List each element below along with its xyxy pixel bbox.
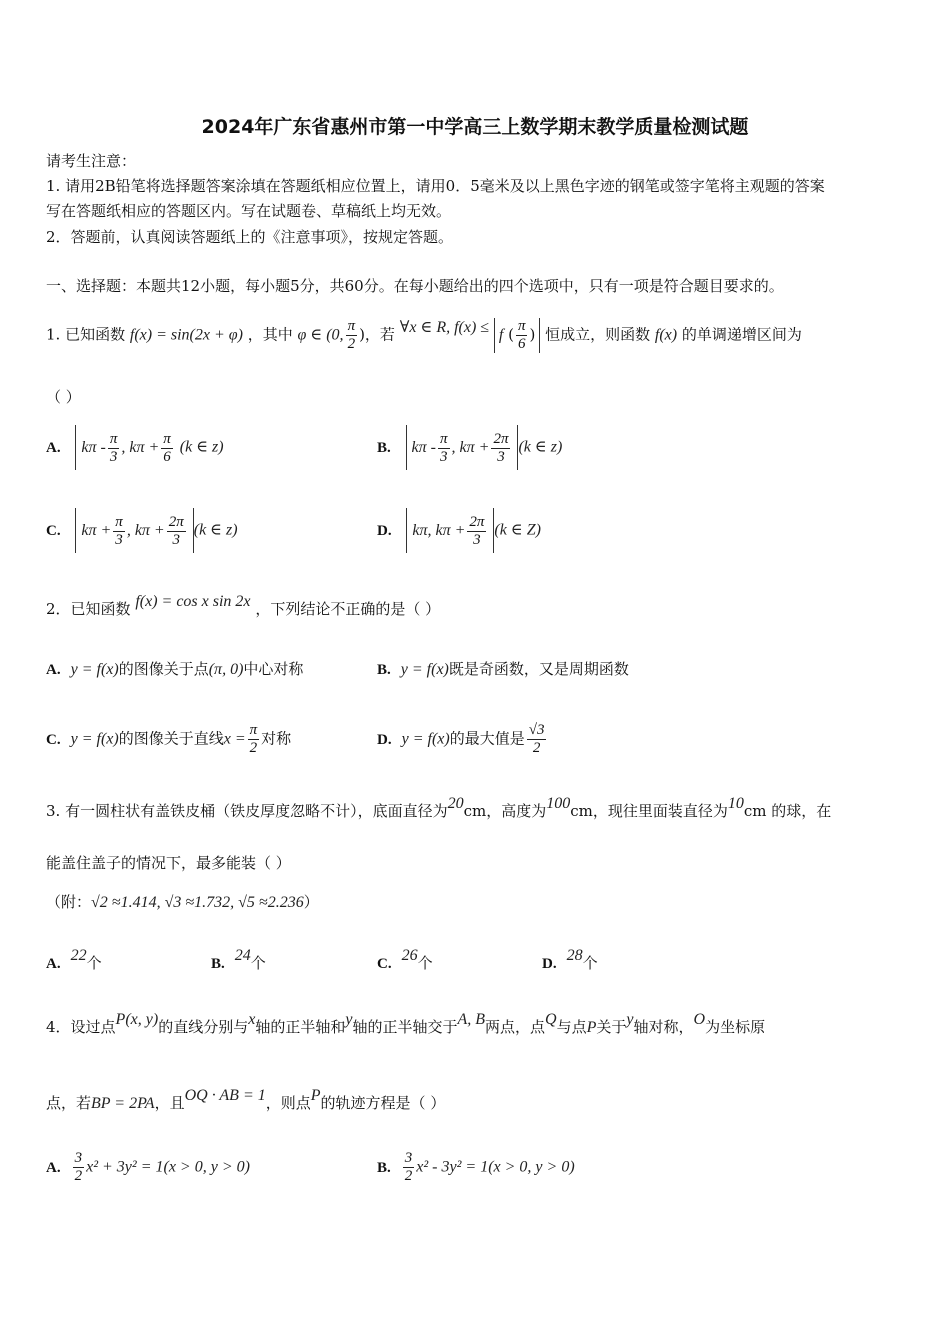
q3-note: （附：√2 ≈1.414, √3 ≈1.732, √5 ≈2.236）: [46, 893, 319, 911]
q1-abs-value: f ( $\frac{\pi}{6}$ ): [494, 318, 540, 353]
notice-line-2: 写在答题纸相应的答题区内。写在试题卷、草稿纸上均无效。: [46, 202, 452, 220]
question-4: 4．设过点P(x, y)的直线分别与x轴的正半轴和y轴的正半轴交于A, B两点，点Q与点P关于y轴对称，O为坐标原: [46, 1011, 766, 1036]
page-title: 2024年广东省惠州市第一中学高三上数学期末教学质量检测试题: [201, 116, 749, 138]
q1-text-3: )，若: [359, 325, 395, 344]
q2-option-b[interactable]: B. y = f(x)既是奇函数，又是周期函数: [377, 660, 629, 678]
notice-heading: 请考生注意：: [46, 152, 137, 170]
q2-option-d[interactable]: D. y = f(x)的最大值是 $\frac{√3}{2}$: [377, 722, 545, 756]
q1-pi-over-2: $\frac{\pi}{2}$: [347, 318, 356, 352]
q1-text-4: 恒成立，则函数: [545, 325, 651, 344]
q1-answer-paren: （ ）: [46, 388, 81, 406]
q1-option-a[interactable]: A. kπ - $\frac{\pi}{3}$ , kπ + $\frac{\pi}{6}$ (k ∈ z): [46, 425, 224, 470]
q2-option-a[interactable]: A. y = f(x)的图像关于点(π, 0)中心对称: [46, 660, 304, 678]
q4-option-b[interactable]: B. $\frac{3}{2}$ x² - 3y² = 1(x > 0, y > 0): [377, 1150, 575, 1184]
q3-option-b[interactable]: B. 24个: [211, 947, 266, 972]
q1-option-b[interactable]: B. kπ - $\frac{\pi}{3}$ , kπ + $\frac{2\pi}{3}$ (k ∈ z): [377, 425, 562, 470]
notice-line-1: 1. 请用2B铅笔将选择题答案涂填在答题纸相应位置上，请用0．5毫米及以上黑色字迹的钢笔或签字笔将主观题的答案: [46, 177, 825, 195]
q3-line-2: 能盖住盖子的情况下，最多能装（ ）: [46, 854, 291, 872]
question-3: 3. 有一圆柱状有盖铁皮桶（铁皮厚度忽略不计），底面直径为20cm，高度为100cm，现往里面装直径为10cm 的球，在: [46, 795, 832, 820]
question-1: [46, 318, 802, 353]
q1-option-c[interactable]: C. kπ + $\frac{\pi}{3}$ , kπ + $\frac{2\pi}{3}$ (k ∈ z): [46, 508, 238, 553]
q3-option-c[interactable]: C. 26个: [377, 947, 433, 972]
question-2: 2．已知函数 f(x) = cos x sin 2x ，下列结论不正确的是（ ）: [46, 593, 441, 618]
q1-phi-condition: φ ∈ (0,: [297, 326, 344, 344]
q2-option-c[interactable]: C. y = f(x)的图像关于直线x = $\frac{\pi}{2}$ 对称: [46, 722, 292, 756]
q3-option-d[interactable]: D. 28个: [542, 947, 598, 972]
q2-function: f(x) = cos x sin 2x: [135, 593, 251, 610]
q1-forall: ∀x ∈ R, f(x) ≤: [399, 318, 490, 336]
section-heading: 一、选择题：本题共12小题，每小题5分，共60分。在每小题给出的四个选项中，只有一项是符合题目要求的。: [46, 277, 784, 295]
q1-function: f(x) = sin(2x + φ): [129, 326, 243, 344]
q1-text-2: ，其中: [247, 325, 293, 344]
q4-option-a[interactable]: A. $\frac{3}{2}$ x² + 3y² = 1(x > 0, y > 0): [46, 1150, 250, 1184]
notice-line-3: 2．答题前，认真阅读答题纸上的《注意事项》，按规定答题。: [46, 228, 454, 246]
q1-text-5: 的单调递增区间为: [681, 325, 802, 344]
q1-function-2: f(x): [654, 326, 678, 344]
q1-option-d[interactable]: D. kπ, kπ + $\frac{2\pi}{3}$ (k ∈ Z): [377, 508, 541, 553]
q1-text-1: 1. 已知函数: [46, 325, 126, 344]
q4-line-2: 点，若BP = 2PA，且OQ · AB = 1，则点P的轨迹方程是（ ）: [46, 1087, 446, 1112]
q3-option-a[interactable]: A. 22个: [46, 947, 102, 972]
